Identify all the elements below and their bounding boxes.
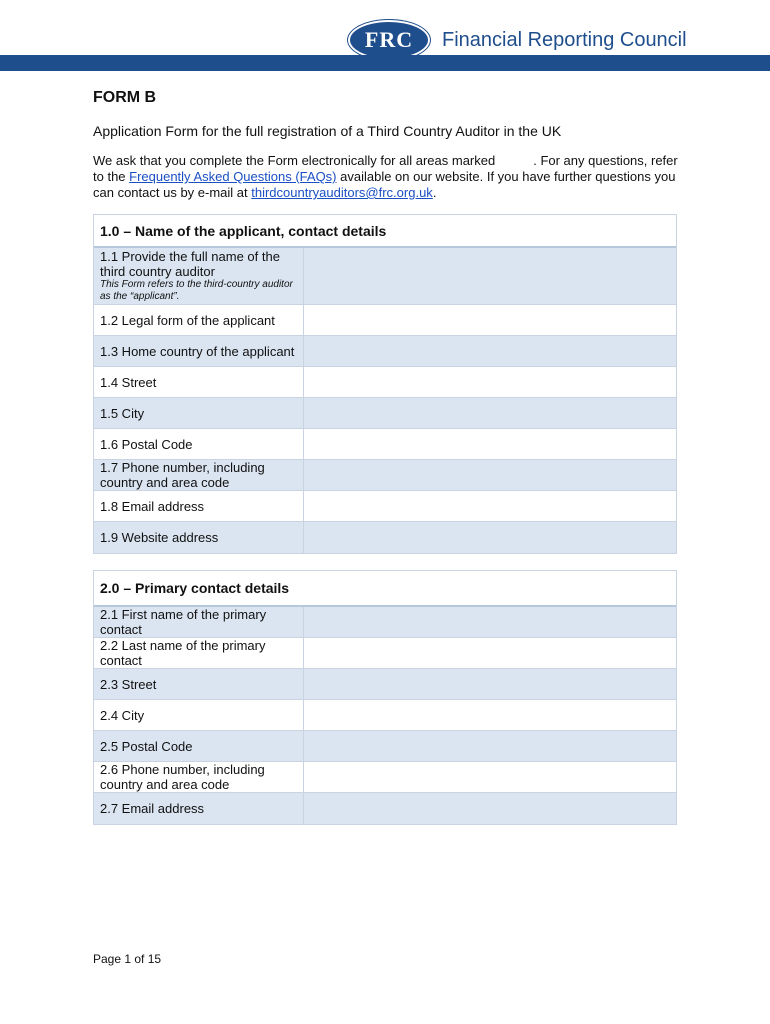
field-label bbox=[94, 522, 304, 553]
field-label bbox=[94, 398, 304, 428]
postal-code-field[interactable] bbox=[304, 429, 676, 459]
field-label-text: 1.2 Legal form of the applicant bbox=[100, 312, 275, 328]
contact-postal-code-field[interactable] bbox=[304, 731, 676, 761]
form-row-1-5 bbox=[94, 398, 676, 429]
section-heading: 1.0 – Name of the applicant, contact details bbox=[94, 215, 676, 248]
frc-logo-mark: FRC bbox=[348, 20, 430, 60]
field-label-text: 1.8 Email address bbox=[100, 498, 205, 514]
section-applicant bbox=[93, 214, 677, 554]
field-label bbox=[94, 336, 304, 366]
legal-form-field[interactable] bbox=[304, 305, 676, 335]
header-band bbox=[0, 55, 770, 71]
field-label-text: 1.1 Provide the full name of the third country auditor bbox=[100, 249, 280, 279]
intro-text-4: . bbox=[432, 185, 437, 200]
frc-logo bbox=[348, 20, 687, 60]
field-label-text: 1.7 Phone number, including country and area code bbox=[100, 460, 265, 490]
phone-field[interactable] bbox=[304, 460, 676, 490]
org-name: Financial Reporting Council bbox=[442, 28, 687, 51]
form-row-1-2 bbox=[94, 305, 676, 336]
field-label-text: 2.1 First name of the primary contact bbox=[100, 607, 267, 637]
form-row-2-3 bbox=[94, 669, 676, 700]
form-row-2-1 bbox=[94, 607, 676, 638]
section-primary-contact bbox=[93, 570, 677, 825]
field-label-text: 2.7 Email address bbox=[100, 801, 205, 816]
field-label-text: 1.4 Street bbox=[100, 374, 157, 390]
form-row-1-9 bbox=[94, 522, 676, 553]
field-label-text: 2.2 Last name of the primary contact bbox=[100, 638, 266, 668]
intro-text-3: available on our website. If you have further questions you can contact us by e-mail at bbox=[93, 169, 676, 200]
faq-link[interactable]: Frequently Asked Questions (FAQs) bbox=[129, 169, 337, 184]
form-row-2-2 bbox=[94, 638, 676, 669]
field-label-text: 2.5 Postal Code bbox=[100, 738, 193, 754]
form-row-2-6 bbox=[94, 762, 676, 793]
last-name-field[interactable] bbox=[304, 638, 676, 668]
form-row-2-5 bbox=[94, 731, 676, 762]
form-row-1-1 bbox=[94, 248, 676, 305]
website-field[interactable] bbox=[304, 522, 676, 553]
city-field[interactable] bbox=[304, 398, 676, 428]
full-name-field[interactable] bbox=[304, 248, 676, 304]
intro-paragraph bbox=[93, 153, 678, 201]
intro-text-1: We ask that you complete the Form electronically for all areas marked bbox=[93, 153, 496, 168]
first-name-field[interactable] bbox=[304, 607, 676, 637]
form-row-1-6 bbox=[94, 429, 676, 460]
form-subtitle: Application Form for the full registration of a Third Country Auditor in the UK bbox=[93, 123, 562, 139]
field-note: This Form refers to the third-country auditor as the “applicant”. bbox=[100, 279, 293, 302]
field-label bbox=[94, 793, 304, 824]
section-heading: 2.0 – Primary contact details bbox=[94, 571, 676, 607]
intro-text-2: . For any questions, refer to the bbox=[93, 153, 678, 184]
field-label-text: 1.9 Website address bbox=[100, 530, 219, 545]
form-title: FORM B bbox=[93, 89, 157, 106]
form-row-1-3 bbox=[94, 336, 676, 367]
email-link[interactable]: thirdcountryauditors@frc.org.uk bbox=[251, 185, 433, 200]
field-label-text: 2.6 Phone number, including country and area code bbox=[100, 762, 265, 792]
form-row-2-4 bbox=[94, 700, 676, 731]
field-label bbox=[94, 762, 304, 792]
form-row-1-8 bbox=[94, 491, 676, 522]
field-label-text: 1.5 City bbox=[100, 405, 145, 421]
field-label-text: 1.3 Home country of the applicant bbox=[100, 343, 295, 359]
contact-email-field[interactable] bbox=[304, 793, 676, 824]
contact-phone-field[interactable] bbox=[304, 762, 676, 792]
field-label bbox=[94, 248, 304, 304]
field-label bbox=[94, 491, 304, 521]
form-row-1-4 bbox=[94, 367, 676, 398]
email-field[interactable] bbox=[304, 491, 676, 521]
field-label bbox=[94, 700, 304, 730]
contact-city-field[interactable] bbox=[304, 700, 676, 730]
contact-street-field[interactable] bbox=[304, 669, 676, 699]
field-label bbox=[94, 367, 304, 397]
field-label bbox=[94, 638, 304, 668]
field-label bbox=[94, 731, 304, 761]
form-row-2-7 bbox=[94, 793, 676, 824]
field-label-text: 1.6 Postal Code bbox=[100, 436, 193, 452]
field-label bbox=[94, 305, 304, 335]
field-label bbox=[94, 460, 304, 490]
field-label-text: 2.4 City bbox=[100, 707, 145, 723]
field-label-text: 2.3 Street bbox=[100, 676, 157, 692]
form-row-1-7 bbox=[94, 460, 676, 491]
field-label bbox=[94, 607, 304, 637]
street-field[interactable] bbox=[304, 367, 676, 397]
page-number: Page 1 of 15 bbox=[93, 952, 162, 966]
home-country-field[interactable] bbox=[304, 336, 676, 366]
field-label bbox=[94, 669, 304, 699]
field-label bbox=[94, 429, 304, 459]
